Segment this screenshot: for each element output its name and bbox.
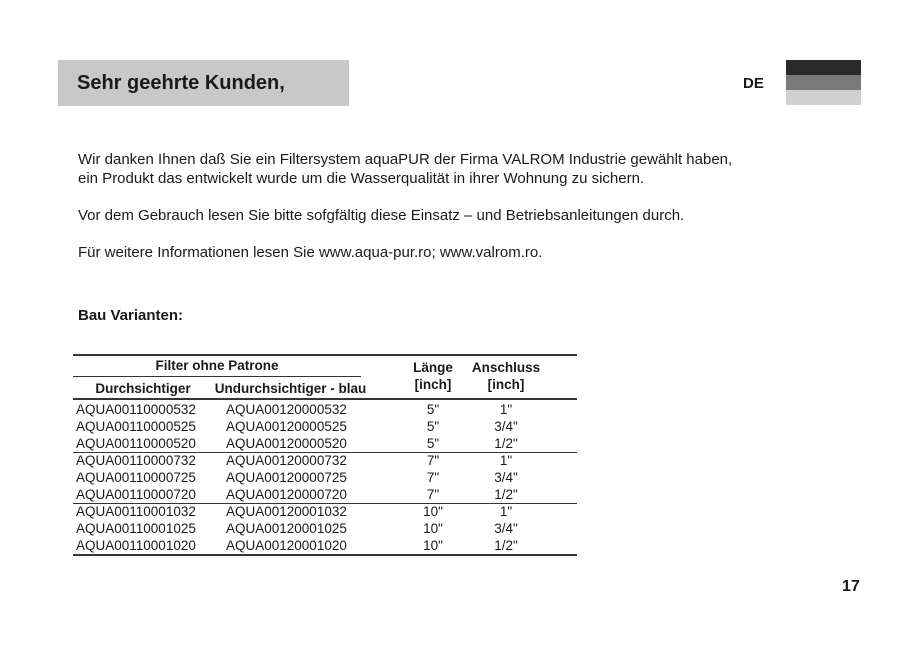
cell-length: 10" [423,504,443,519]
cell-connection: 3/4" [494,419,518,434]
header-length [403,359,463,393]
cell-connection: 1/2" [494,436,518,451]
cell-length: 10" [423,521,443,536]
cell-transparent: AQUA00110000525 [76,419,196,434]
table-row [73,469,577,486]
cell-length: 5" [426,436,440,451]
header-group-rule [73,376,361,377]
intro-line-2: ein Produkt das entwickelt wurde um die Wasserqualität in ihrer Wohnung zu sichern. [78,170,645,187]
cell-opaque: AQUA00120000725 [226,470,347,485]
cell-length: 5" [426,402,440,417]
flag-stripe-top [786,60,861,75]
table-row [73,503,577,520]
header-connection-label: Anschluss [471,360,541,375]
cell-connection: 1/2" [494,487,518,502]
header-connection-unit: [inch] [487,377,525,392]
table-row [73,537,577,554]
page-title: Sehr geehrte Kunden, [77,71,285,94]
header-transparent: Durchsichtiger [95,381,191,396]
flag-stripe-bottom [786,90,861,105]
table-row [73,520,577,537]
cell-opaque: AQUA00120000525 [226,419,347,434]
flag-stripe-middle [786,75,861,90]
cell-length: 5" [426,419,440,434]
table-row [73,486,577,503]
header-bottom-rule [73,398,577,400]
table-top-rule [73,354,577,356]
cell-transparent: AQUA00110000725 [76,470,196,485]
language-flag [786,60,861,105]
cell-connection: 3/4" [494,521,518,536]
table-row [73,435,577,452]
cell-transparent: AQUA00110000732 [76,453,196,468]
cell-transparent: AQUA00110000532 [76,402,196,417]
language-code: DE [743,75,764,92]
cell-connection: 1" [499,453,513,468]
title-banner [58,60,349,106]
cell-opaque: AQUA00120000732 [226,453,347,468]
cell-length: 10" [423,538,443,553]
table-row [73,418,577,435]
header-filter-group: Filter ohne Patrone [155,358,279,373]
table-row [73,452,577,469]
intro-paragraph-1 [78,150,838,188]
cell-length: 7" [426,453,440,468]
cell-length: 7" [426,487,440,502]
cell-transparent: AQUA00110001032 [76,504,196,519]
cell-connection: 3/4" [494,470,518,485]
cell-connection: 1" [499,402,513,417]
cell-transparent: AQUA00110000720 [76,487,196,502]
cell-opaque: AQUA00120000520 [226,436,347,451]
cell-opaque: AQUA00120000532 [226,402,347,417]
header-length-unit: [inch] [414,377,452,392]
intro-paragraph-3: Für weitere Informationen lesen Sie www.aqua-pur.ro; www.valrom.ro. [78,244,543,261]
cell-transparent: AQUA00110001020 [76,538,196,553]
cell-connection: 1" [499,504,513,519]
cell-opaque: AQUA00120001025 [226,521,347,536]
table-row [73,401,577,418]
table-bottom-rule [73,554,577,556]
cell-transparent: AQUA00110000520 [76,436,196,451]
cell-connection: 1/2" [494,538,518,553]
cell-opaque: AQUA00120001020 [226,538,347,553]
cell-transparent: AQUA00110001025 [76,521,196,536]
page-number: 17 [842,578,860,595]
cell-opaque: AQUA00120000720 [226,487,347,502]
cell-length: 7" [426,470,440,485]
header-length-label: Länge [413,360,453,375]
cell-opaque: AQUA00120001032 [226,504,347,519]
intro-line-1: Wir danken Ihnen daß Sie ein Filtersystem aquaPUR der Firma VALROM Industrie gewählt haben, [78,151,733,168]
variants-heading: Bau Varianten: [78,307,184,324]
header-opaque: Undurchsichtiger - blau [214,381,367,396]
intro-paragraph-2: Vor dem Gebrauch lesen Sie bitte sofgfältig diese Einsatz – und Betriebsanleitungen durch. [78,207,685,224]
header-connection [463,359,549,393]
